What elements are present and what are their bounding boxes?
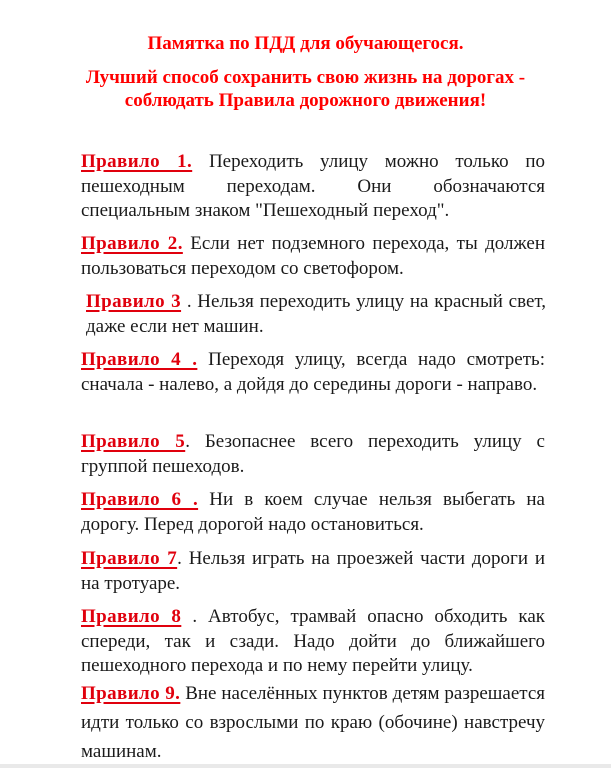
- rule-4-separator: [197, 349, 208, 370]
- rule-8-name: Правило 8: [81, 606, 182, 627]
- rule-2: [81, 232, 545, 281]
- rule-8-separator: [181, 606, 192, 627]
- rule-6-name: Правило 6 .: [81, 489, 199, 510]
- rule-1-separator: [192, 151, 209, 172]
- rule-3-name: Правило 3: [86, 291, 182, 312]
- rule-5: [81, 430, 545, 479]
- rule-3: [86, 290, 546, 339]
- rule-6: [81, 488, 545, 537]
- rule-5-name: Правило 5: [81, 431, 186, 452]
- rule-7-text: . Нельзя играть на проезжей части дороги и на тротуаре.: [81, 548, 545, 594]
- rule-7: [81, 547, 545, 596]
- rule-1-name: Правило 1.: [81, 151, 193, 172]
- rule-7-name: Правило 7: [81, 548, 178, 569]
- rule-8-text: . Автобус, трамвай опасно обходить как спереди, так и сзади. Надо дойти до ближайшего пешеходного перехода и по нему перейти улицу.: [81, 606, 546, 676]
- rule-6-separator: [198, 489, 209, 510]
- rule-9-name: Правило 9.: [81, 683, 181, 704]
- rule-1-text: Переходить улицу можно только по пешеходным переходам. Они обозначаются специальным знаком "Пешеходный переход".: [81, 151, 545, 221]
- rule-6-text: Ни в коем случае нельзя выбегать на дорогу. Перед дорогой надо остановиться.: [81, 489, 545, 535]
- rule-9-text: Вне населённых пунктов детям разрешается идти только со взрослыми по краю (обочине) навстречу машинам.: [81, 683, 546, 762]
- rule-2-name: Правило 2.: [81, 233, 183, 254]
- rule-4-name: Правило 4 .: [81, 349, 198, 370]
- rule-9: [81, 679, 545, 766]
- rule-8: [81, 605, 545, 679]
- rule-4: [81, 348, 545, 397]
- memo-title: Памятка по ПДД для обучающегося.: [147, 33, 464, 54]
- rule-1: [81, 150, 545, 224]
- rule-2-text: Если нет подземного перехода, ты должен пользоваться переходом со светофором.: [81, 233, 546, 279]
- memo-slogan: Лучший способ сохранить свою жизнь на дорогах - соблюдать Правила дорожного движения!: [85, 67, 526, 111]
- rule-5-text: . Безопаснее всего переходить улицу с группой пешеходов.: [81, 431, 545, 477]
- rule-4-text: Переходя улицу, всегда надо смотреть: сначала - налево, а дойдя до середины дороги - направо.: [81, 349, 545, 395]
- rule-3-text: . Нельзя переходить улицу на красный свет, даже если нет машин.: [86, 291, 546, 337]
